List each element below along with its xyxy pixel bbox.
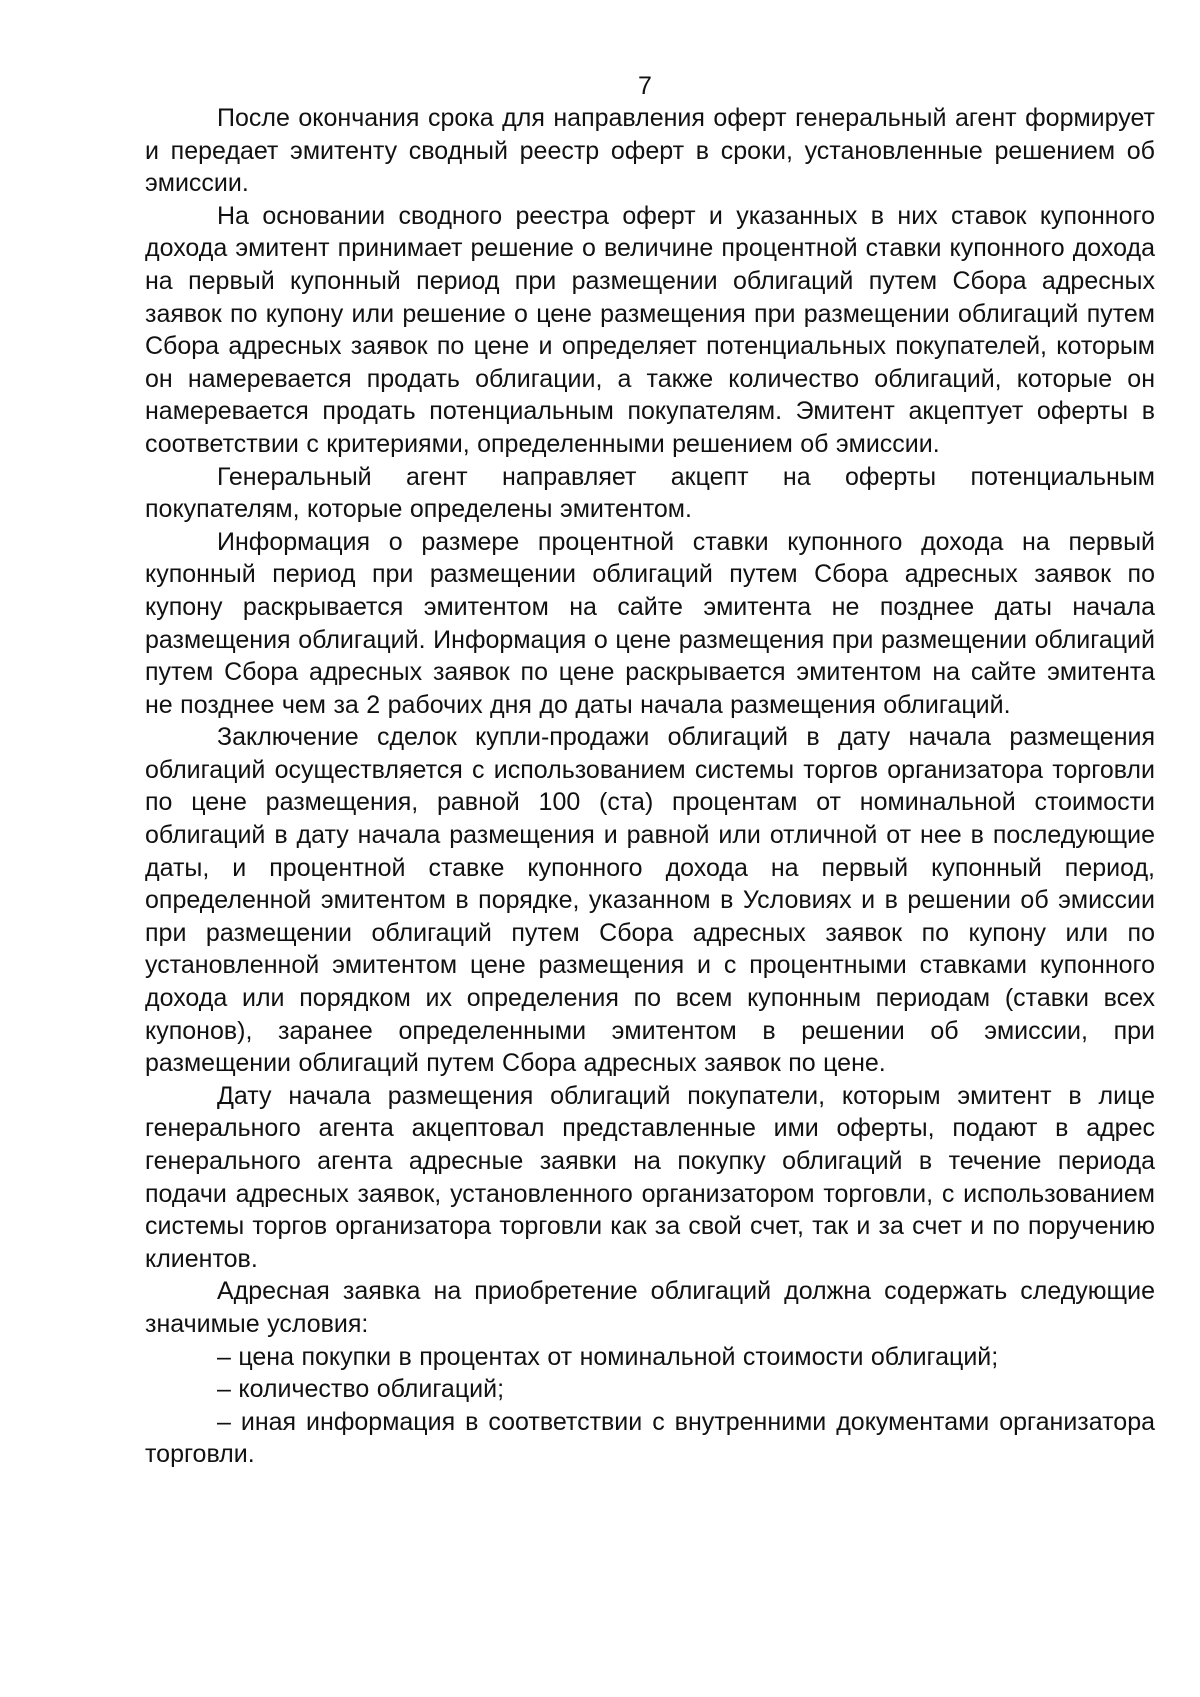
paragraph: Дату начала размещения облигаций покупатели, которым эмитент в лице генерального агента акцептовал представленные ими оферты, подают в адрес генерального агента адресные заявки на покупку облигаций в течение периода подачи адресных заявок, установленного организатором торговли, с использованием системы торгов организатора торговли как за свой счет, так и за счет и по поручению клиентов.: [145, 1081, 1155, 1273]
list-item: – цена покупки в процентах от номинальной стоимости облигаций;: [217, 1342, 999, 1371]
list-item: – иная информация в соответствии с внутренними документами организатора торговли.: [145, 1407, 1155, 1469]
paragraph: Заключение сделок купли-продажи облигаций в дату начала размещения облигаций осуществляется с использованием системы торгов организатора торговли по цене размещения, равной 100 (ста) процентам от номинальной стоимости облигаций в дату начала размещения и равной или отличной от нее в последующие даты, и процентной ставке купонного дохода на первый купонный период, определенной эмитентом в порядке, указанном в Условиях и в решении об эмиссии при размещении облигаций путем Сбора адресных заявок по купону или по установленной эмитентом цене размещения и с процентными ставками купонного дохода или порядком их определения по всем купонным периодам (ставки всех купонов), заранее определенными эмитентом в решении об эмиссии, при размещении облигаций путем Сбора адресных заявок по цене.: [145, 723, 1155, 1078]
document-body: [145, 102, 1155, 1471]
page-number: 7: [638, 72, 652, 100]
paragraph: Генеральный агент направляет акцепт на оферты потенциальным покупателям, которые определены эмитентом.: [145, 462, 1155, 524]
paragraph: Информация о размере процентной ставки купонного дохода на первый купонный период при размещении облигаций путем Сбора адресных заявок по купону раскрывается эмитентом на сайте эмитента не позднее даты начала размещения облигаций. Информация о цене размещения при размещении облигаций путем Сбора адресных заявок по цене раскрывается эмитентом на сайте эмитента не позднее чем за 2 рабочих дня до даты начала размещения облигаций.: [145, 527, 1155, 719]
list-item: – количество облигаций;: [217, 1375, 505, 1404]
paragraph: Адресная заявка на приобретение облигаций должна содержать следующие значимые условия:: [145, 1277, 1155, 1338]
paragraph: На основании сводного реестра оферт и указанных в них ставок купонного дохода эмитент принимает решение о величине процентной ставки купонного дохода на первый купонный период при размещении облигаций путем Сбора адресных заявок по купону или решение о цене размещения при размещении облигаций путем Сбора адресных заявок по цене и определяет потенциальных покупателей, которым он намеревается продать облигации, а также количество облигаций, которые он намеревается продать потенциальным покупателям. Эмитент акцептует оферты в соответствии с критериями, определенными решением об эмиссии.: [145, 201, 1155, 458]
paragraph: После окончания срока для направления оферт генеральный агент формирует и передает эмитенту сводный реестр оферт в сроки, установленные решением об эмиссии.: [145, 104, 1155, 198]
